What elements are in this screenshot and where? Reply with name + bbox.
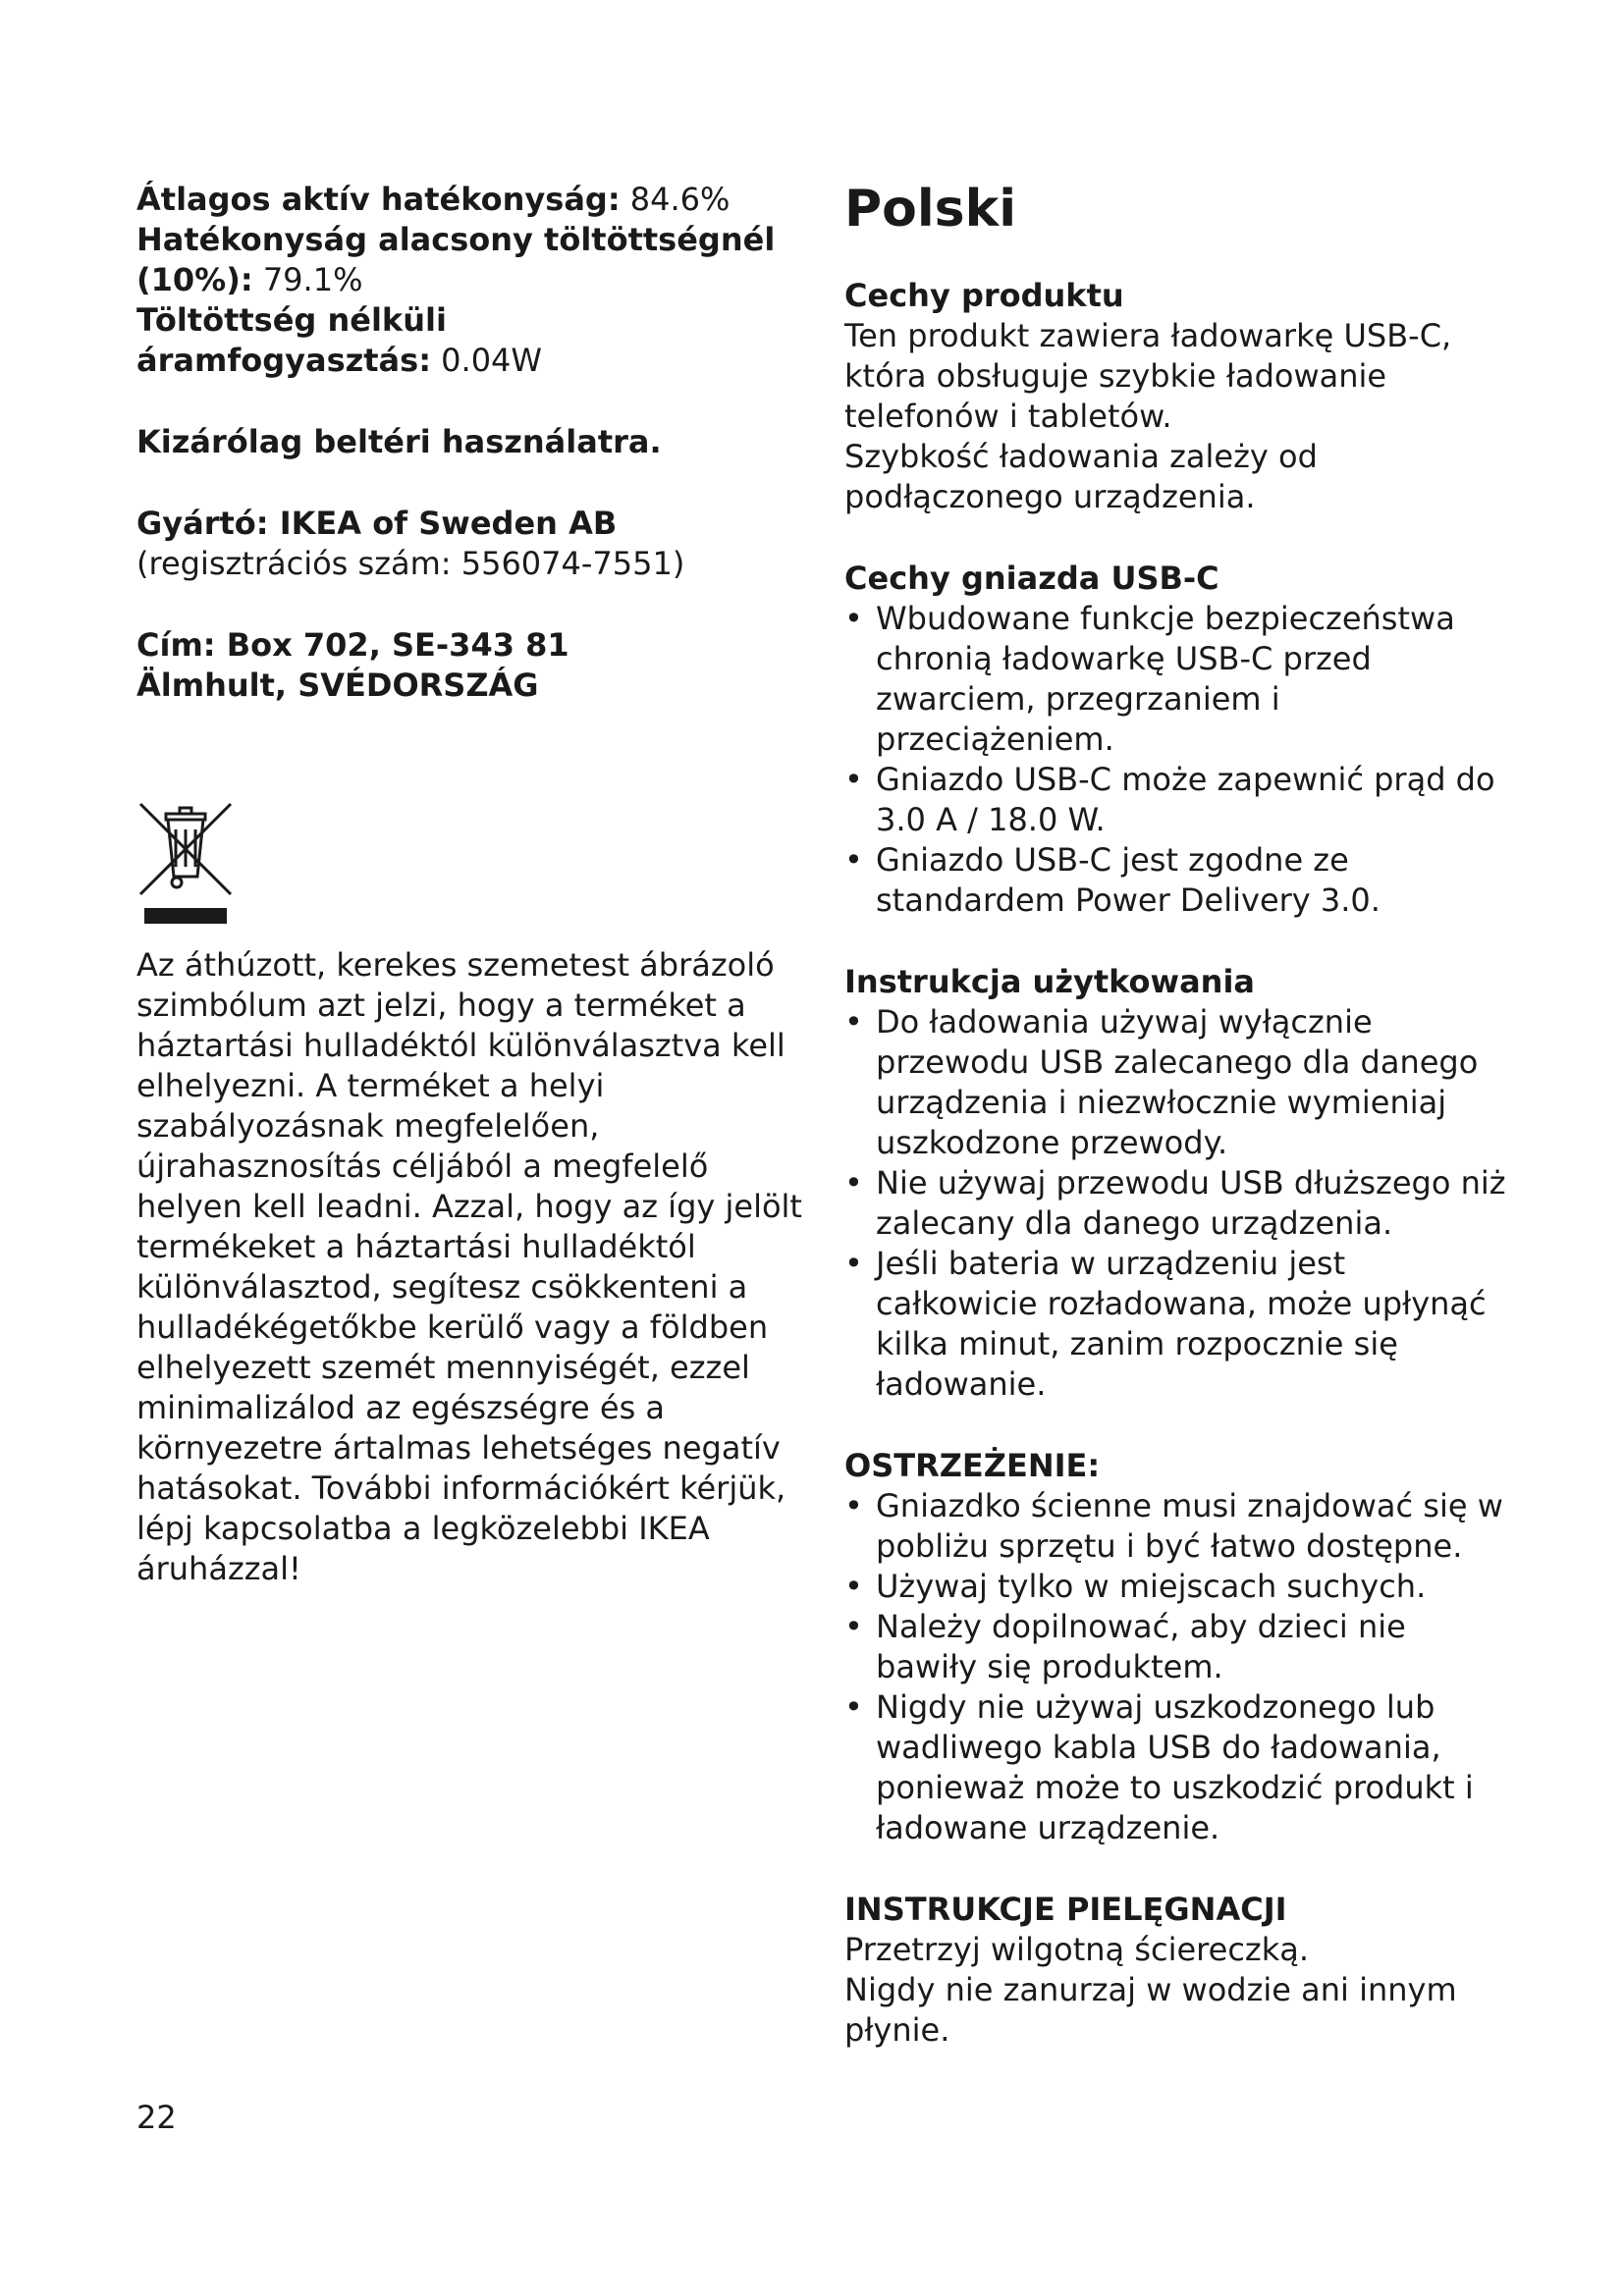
list-item: • Wbudowane funkcje bezpieczeństwa chronią ładowarkę USB-C przed zwarciem, przegrzaniem i przeciążeniem. [844,599,1512,760]
indoor-use-note: Kizárólag beltéri használatra. [136,423,662,460]
list-item: • Należy dopilnować, aby dzieci nie bawiły się produktem. [844,1607,1512,1687]
right-column [844,180,1512,2051]
registration-number: (regisztrációs szám: 556074-7551) [136,545,685,582]
features-paragraph-2: Szybkość ładowania zależy od podłączonego urządzenia. [844,438,1318,515]
warning-list [844,1486,1512,1848]
features-paragraph-1: Ten produkt zawiera ładowarkę USB-C, która obsługuje szybkie ładowanie telefonów i tabletów. [844,317,1452,435]
socket-list [844,599,1512,921]
list-item: • Gniazdko ścienne musi znajdować się w pobliżu sprzętu i być łatwo dostępne. [844,1486,1512,1567]
list-item: • Jeśli bateria w urządzeniu jest całkowicie rozładowana, może upłynąć kilka minut, zanim rozpocznie się ładowanie. [844,1244,1512,1405]
list-item: • Używaj tylko w miejscach suchych. [844,1567,1512,1607]
usage-list [844,1002,1512,1405]
list-item: • Gniazdo USB-C może zapewnić prąd do 3.0 A / 18.0 W. [844,760,1512,840]
care-paragraph-2: Nigdy nie zanurzaj w wodzie ani innym płynie. [844,1971,1457,2049]
address: Cím: Box 702, SE-343 81 Älmhult, SVÉDORSZÁG [136,626,569,704]
crossed-out-wheelie-bin-icon [136,794,235,928]
features-heading: Cechy produktu [844,277,1124,314]
list-item: • Nie używaj przewodu USB dłuższego niż zalecany dla danego urządzenia. [844,1163,1512,1244]
spec-no-load-consumption: Töltöttség nélküli áramfogyasztás: 0.04W [136,301,543,379]
usage-heading: Instrukcja użytkowania [844,963,1256,1000]
list-item: • Nigdy nie używaj uszkodzonego lub wadliwego kabla USB do ładowania, ponieważ może to uszkodzić produkt i ładowane urządzenie. [844,1687,1512,1848]
care-heading: INSTRUKCJE PIELĘGNACJI [844,1891,1287,1928]
manufacturer: Gyártó: IKEA of Sweden AB [136,505,618,542]
socket-heading: Cechy gniazda USB-C [844,560,1219,597]
spec-low-load-efficiency: Hatékonyság alacsony töltöttségnél (10%): 79.1% [136,221,776,298]
spec-average-efficiency: Átlagos aktív hatékonyság: 84.6% [136,181,731,218]
warning-heading: OSTRZEŻENIE: [844,1447,1101,1484]
list-item: • Gniazdo USB-C jest zgodne ze standardem Power Delivery 3.0. [844,840,1512,921]
care-paragraph-1: Przetrzyj wilgotną ściereczką. [844,1931,1310,1968]
weee-disposal-text: Az áthúzott, kerekes szemetest ábrázoló szimbólum azt jelzi, hogy a terméket a háztartási hulladéktól különválasztva kell elhelyezni. A terméket a helyi szabályozásnak megfelelően, újrahasznosítás céljából a megfelelő helyen kell leadni. Azzal, hogy az így jelölt termékeket a háztartási hulladéktól különválasztod, segítesz csökkenteni a hulladékégetőkbe kerülő vagy a földben elhelyezett szemét mennyiségét, ezzel minimalizálod az egészségre és a környezetre ártalmas lehetséges negatív hatásokat. További információkért kérjük, lépj kapcsolatba a legközelebbi IKEA áruházzal! [136,946,802,1587]
left-column [136,180,814,1589]
list-item: • Do ładowania używaj wyłącznie przewodu USB zalecanego dla danego urządzenia i niezwłocznie wymieniaj uszkodzone przewody. [844,1002,1512,1163]
language-title: Polski [844,180,1017,239]
page-number: 22 [136,2099,177,2136]
